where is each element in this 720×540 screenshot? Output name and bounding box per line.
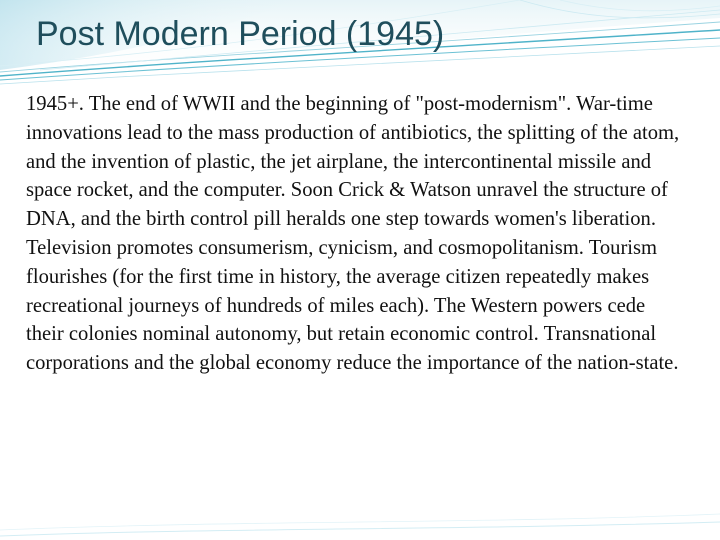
slide-title: Post Modern Period (1945) — [36, 15, 445, 53]
slide-body-text: 1945+. The end of WWII and the beginning of "post-modernism". War-time innovations lead to the mass production of antibiotics, the splitting of the atom, and the invention of plastic, the jet airplane, the intercontinental missile and space rocket, and the computer. Soon Crick & Watson unravel the structure of DNA, and the birth control pill heralds one step towards women's liberation. Television promotes consumerism, cynicism, and cosmopolitanism. Tourism flourishes (for the first time in history, the average citizen repeatedly makes recreational journeys of hundreds of miles each). The Western powers cede their colonies nominal autonomy, but retain economic control. Transnational corporations and the global economy reduce the importance of the nation-state. — [26, 93, 680, 375]
